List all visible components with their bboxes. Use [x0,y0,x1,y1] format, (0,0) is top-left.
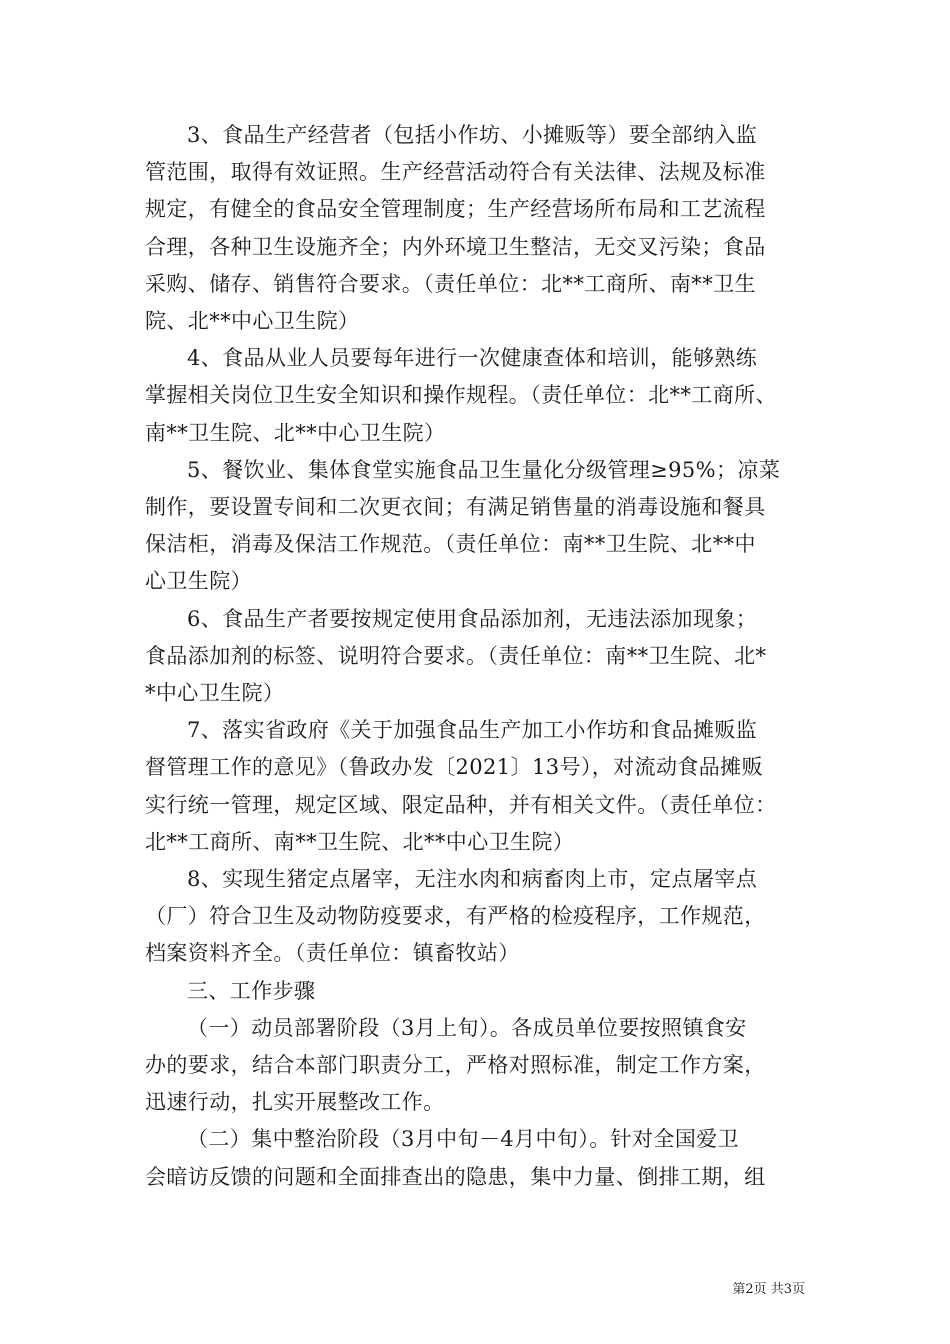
text-line: 院、北**中心卫生院） [145,309,360,334]
text-line: 8、实现生猪定点屠宰，无注水肉和病畜肉上市，定点屠宰点 [187,867,758,892]
text-line: 保洁柜，消毒及保洁工作规范。（责任单位：南**卫生院、北**中 [145,532,756,557]
paragraph [145,1121,815,1195]
text-line: *中心卫生院） [145,681,285,706]
document-body [145,117,815,1196]
text-line: 北**工商所、南**卫生院、北**中心卫生院） [145,829,575,854]
text-line: 管范围，取得有效证照。生产经营活动符合有关法律、法规及标准 [145,160,766,185]
text-line: 实行统一管理，规定区域、限定品种，并有相关文件。（责任单位： [145,792,777,817]
page-number: 第2页 共3页 [732,1282,805,1297]
paragraph [145,340,815,452]
paragraph [145,861,815,973]
text-line: 三、工作步骤 [187,978,316,1003]
text-line: 食品添加剂的标签、说明符合要求。（责任单位：南**卫生院、北* [145,643,767,668]
text-line: 3、食品生产经营者（包括小作坊、小摊贩等）要全部纳入监 [187,123,758,147]
text-line: （二）集中整治阶段（3月中旬－4月中旬）。针对全国爱卫 [187,1127,740,1152]
text-line: （厂）符合卫生及动物防疫要求，有严格的检疫程序，工作规范， [145,904,766,929]
text-line: 5、餐饮业、集体食堂实施食品卫生量化分级管理≥95%；凉菜 [187,457,781,482]
paragraph [145,1010,815,1122]
text-line: 南**卫生院、北**中心卫生院） [145,420,446,445]
text-line: 办的要求，结合本部门职责分工，严格对照标准，制定工作方案， [145,1053,766,1078]
paragraph [145,712,815,861]
text-line: 7、落实省政府《关于加强食品生产加工小作坊和食品摊贩监 [187,718,758,743]
text-line: 采购、储存、销售符合要求。（责任单位：北**工商所、南**卫生 [145,271,756,296]
paragraph [145,452,815,601]
text-line: 迅速行动，扎实开展整改工作。 [145,1090,445,1115]
text-line: 制作，要设置专间和二次更衣间；有满足销售量的消毒设施和餐具 [145,495,766,520]
text-line: 督管理工作的意见》（鲁政办发〔2021〕13号），对流动食品摊贩 [145,755,763,780]
text-line: 规定，有健全的食品安全管理制度；生产经营场所布局和工艺流程 [145,197,766,222]
text-line: 心卫生院） [145,569,252,594]
paragraph [145,601,815,713]
text-line: （一）动员部署阶段（3月上旬）。各成员单位要按照镇食安 [187,1015,747,1040]
paragraph [145,117,815,340]
text-line: 档案资料齐全。（责任单位：镇畜牧站） [145,941,520,966]
paragraph [145,973,815,1010]
text-line: 会暗访反馈的问题和全面排查出的隐患，集中力量、倒排工期，组 [145,1164,766,1189]
text-line: 掌握相关岗位卫生安全知识和操作规程。（责任单位：北**工商所、 [145,383,777,408]
text-line: 合理，各种卫生设施齐全；内外环境卫生整洁，无交叉污染；食品 [145,234,766,259]
text-line: 4、食品从业人员要每年进行一次健康查体和培训，能够熟练 [187,346,758,371]
text-line: 6、食品生产者要按规定使用食品添加剂，无违法添加现象； [187,606,758,631]
